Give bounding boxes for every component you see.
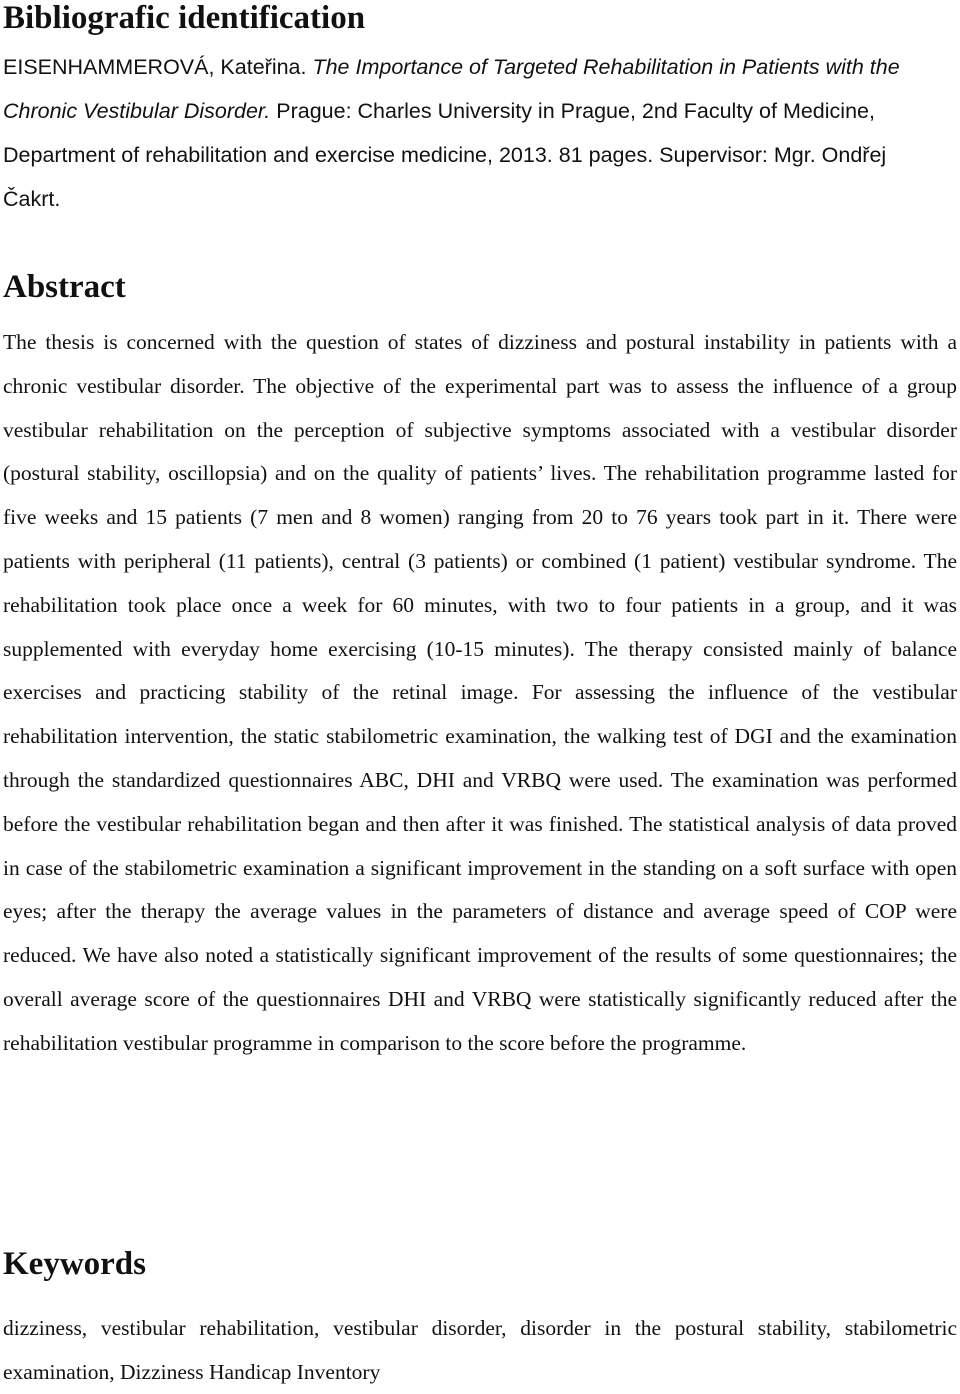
abstract-heading: Abstract [3,269,126,305]
bibliographic-heading: Bibliografic identification [3,0,366,36]
keywords-paragraph: dizziness, vestibular rehabilitation, vestibular disorder, disorder in the postural stability, stabilometric examination, Dizziness Handicap Inventory [3,1316,957,1384]
citation-details: Prague: Charles University in Prague, 2nd Faculty of Medicine, Department of rehabilitation and exercise medicine, 2013. 81 pages. Supervisor: Mgr. Ondřej Čakrt. [3,99,887,211]
keywords-heading: Keywords [3,1246,146,1282]
abstract-paragraph: The thesis is concerned with the question of states of dizziness and postural instability in patients with a chronic vestibular disorder. The objective of the experimental part was to assess the influence of a group vestibular rehabilitation on the perception of subjective symptoms associated with a vestibular disorder (postural stability, oscillopsia) and on the quality of patients’ lives. The rehabilitation programme lasted for five weeks and 15 patients (7 men and 8 women) ranging from 20 to 76 years took part in it. There were patients with peripheral (11 patients), central (3 patients) or combined (1 patient) vestibular syndrome. The rehabilitation took place once a week for 60 minutes, with two to four patients in a group, and it was supplemented with everyday home exercising (10-15 minutes). The therapy consisted mainly of balance exercises and practicing stability of the retinal image. For assessing the influence of the vestibular rehabilitation intervention, the static stabilometric examination, the walking test of DGI and the examination through the standardized questionnaires ABC, DHI and VRBQ were used. The examination was performed before the vestibular rehabilitation began and then after it was finished. The statistical analysis of data proved in case of the stabilometric examination a significant improvement in the standing on a soft surface with open eyes; after the therapy the average values in the parameters of distance and average speed of COP were reduced. We have also noted a statistically significant improvement of the results of some questionnaires; the overall average score of the questionnaires DHI and VRBQ were statistically significantly reduced after the rehabilitation vestibular programme in comparison to the score before the programme. [3,330,957,1055]
bibliographic-citation [3,45,948,221]
citation-title: The Importance of Targeted Rehabilitation in Patients with the Chronic Vestibular Disorder. [3,55,900,123]
citation-author: EISENHAMMEROVÁ, Kateřina. [3,55,307,79]
